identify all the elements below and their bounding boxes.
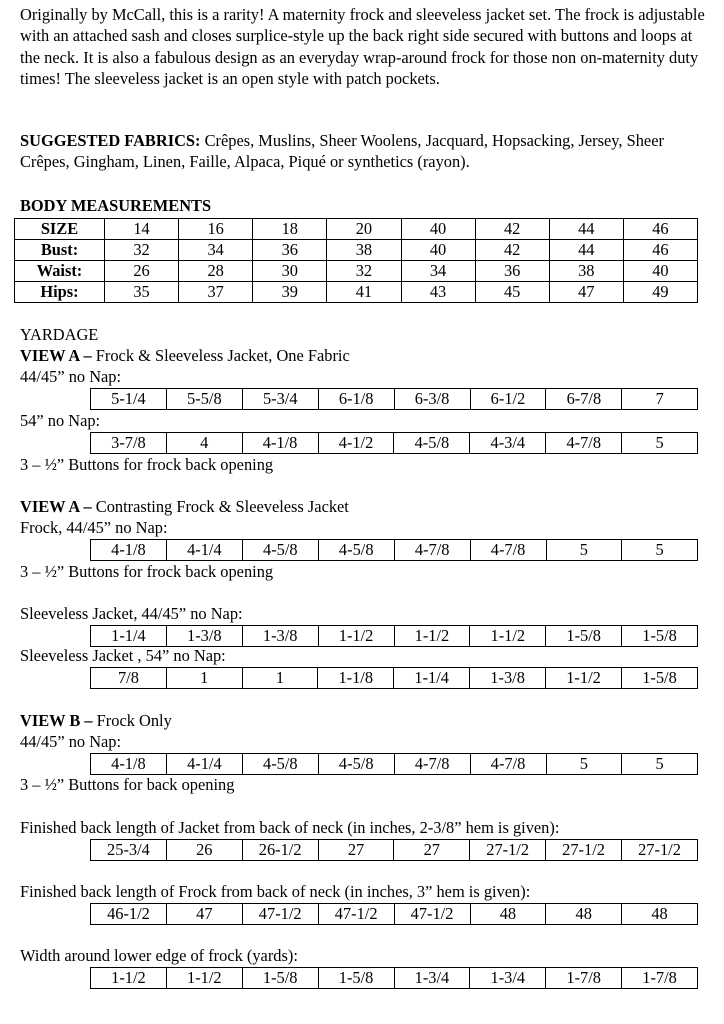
table-cell: 4 [166,433,242,454]
table-row [91,754,698,775]
table-cell: 4-1/8 [91,540,167,561]
table-cell: 7 [622,389,698,410]
table-cell: 1-5/8 [622,626,698,647]
width-table [90,967,698,989]
jacket-length-label: Finished back length of Jacket from back of neck (in inches, 2-3/8” hem is given): [20,818,560,837]
table-cell: 44 [549,240,623,261]
jacket-length-table [90,839,698,861]
table-cell: 14 [105,219,179,240]
table-row [15,219,698,240]
table-cell: 1 [166,668,242,689]
table-cell: 34 [401,261,475,282]
table-cell: 1-1/8 [318,668,394,689]
table-cell: 44 [549,219,623,240]
fabrics-label: SUGGESTED FABRICS: [20,131,201,150]
table-cell: 5 [546,754,622,775]
table-cell: 4-5/8 [318,754,394,775]
table-cell: 4-5/8 [242,540,318,561]
table-cell: 38 [327,240,401,261]
table-cell: 5-1/4 [91,389,167,410]
table-cell: 42 [475,219,549,240]
table-cell: 5 [622,433,698,454]
table-cell: 47-1/2 [242,904,318,925]
table-row [15,261,698,282]
table-cell: 34 [179,240,253,261]
view-description: Contrasting Frock & Sleeveless Jacket [91,497,349,516]
table-cell: 47 [166,904,242,925]
table-cell: 1-3/8 [470,668,546,689]
table-cell: 6-7/8 [546,389,622,410]
table-cell: 49 [623,282,697,303]
table-cell: 4-1/8 [242,433,318,454]
table-cell: 27-1/2 [470,840,546,861]
table-cell: Hips: [15,282,105,303]
table-row [91,904,698,925]
table-row [15,282,698,303]
table-cell: 37 [179,282,253,303]
table-cell: 1-5/8 [546,626,622,647]
table-cell: 5 [622,754,698,775]
table-cell: 4-7/8 [394,754,470,775]
table-cell: 39 [253,282,327,303]
table-cell: 27-1/2 [622,840,698,861]
table-cell: 46 [623,240,697,261]
table-cell: 26 [105,261,179,282]
table-cell: 1-1/4 [394,668,470,689]
table-cell: 40 [401,219,475,240]
table-cell: 20 [327,219,401,240]
table-cell: 35 [105,282,179,303]
table-cell: 6-3/8 [394,389,470,410]
view-label: VIEW B – [20,711,93,730]
view-a-heading [20,346,350,366]
buttons-note: 3 – ½” Buttons for back opening [20,775,235,794]
table-cell: 5-3/4 [242,389,318,410]
table-cell: 1-3/8 [166,626,242,647]
suggested-fabrics [20,130,710,173]
table-cell: 30 [253,261,327,282]
table-cell: 1-5/8 [242,968,318,989]
intro-paragraph: Originally by McCall, this is a rarity! A maternity frock and sleeveless jacket set. The frock is adjustable with an attached sash and closes surplice-style up the back right side secured with buttons and loops at the neck. It is also a fabulous design as an everyday wrap-around frock for those non on-maternity duty times! The sleeveless jacket is an open style with patch pockets. [20,5,705,88]
body-measurements-title: BODY MEASUREMENTS [20,196,212,215]
yardage-table [90,539,698,561]
frock-length-table [90,903,698,925]
yardage-table [90,625,698,647]
table-cell: 1-1/2 [91,968,167,989]
table-cell: 1-3/4 [394,968,470,989]
table-cell: 3-7/8 [91,433,167,454]
body-measurements-table [14,218,698,303]
table-cell: 46 [623,219,697,240]
table-cell: 1-1/4 [91,626,167,647]
table-cell: 36 [253,240,327,261]
table-cell: 4-1/4 [166,540,242,561]
table-cell: 4-5/8 [242,754,318,775]
table-cell: 1-7/8 [546,968,622,989]
table-cell: 4-5/8 [318,540,394,561]
table-cell: 26-1/2 [242,840,318,861]
table-cell: 18 [253,219,327,240]
table-cell: 27 [318,840,394,861]
table-cell: 1-1/2 [470,626,546,647]
table-cell: 4-7/8 [394,540,470,561]
fabrics-text: Crêpes, Muslins, Sheer Woolens, Jacquard, Hopsacking, Jersey, Sheer Crêpes, Gingham, Linen, Faille, Alpaca, Piqué or synthetics (rayon). [20,131,664,172]
table-cell: 1-3/8 [242,626,318,647]
yardage-table [90,388,698,410]
table-row [91,840,698,861]
view-description: Frock Only [92,711,172,730]
table-row [91,389,698,410]
table-cell: 48 [470,904,546,925]
table-cell: 16 [179,219,253,240]
table-cell: 4-1/4 [166,754,242,775]
view-a-heading [20,497,349,517]
table-cell: 32 [105,240,179,261]
table-cell: 5 [622,540,698,561]
table-row [91,968,698,989]
table-cell: 28 [179,261,253,282]
row-label: 44/45” no Nap: [20,367,122,386]
table-cell: 4-7/8 [546,433,622,454]
table-cell: 1-5/8 [621,668,697,689]
table-cell: 4-7/8 [470,540,546,561]
table-row [91,433,698,454]
table-cell: 46-1/2 [91,904,167,925]
table-cell: 26 [166,840,242,861]
table-cell: 1-1/2 [318,626,394,647]
table-cell: 4-7/8 [470,754,546,775]
table-cell: 43 [401,282,475,303]
row-label: Frock, 44/45” no Nap: [20,518,168,537]
table-cell: 1-5/8 [318,968,394,989]
view-label: VIEW A – [20,497,92,516]
buttons-note: 3 – ½” Buttons for frock back opening [20,455,274,474]
table-cell: Waist: [15,261,105,282]
table-row [15,240,698,261]
table-cell: 1-1/2 [394,626,470,647]
row-label: 54” no Nap: [20,411,101,430]
table-cell: 48 [622,904,698,925]
table-cell: 4-1/8 [91,754,167,775]
table-row [91,626,698,647]
table-cell: 6-1/8 [318,389,394,410]
table-cell: 1-1/2 [546,668,622,689]
buttons-note: 3 – ½” Buttons for frock back opening [20,562,274,581]
yardage-table [90,432,698,454]
table-cell: 4-5/8 [394,433,470,454]
table-cell: 36 [475,261,549,282]
row-label: Sleeveless Jacket, 44/45” no Nap: [20,604,243,623]
table-cell: 40 [623,261,697,282]
table-cell: 5 [546,540,622,561]
table-cell: SIZE [15,219,105,240]
table-cell: 45 [475,282,549,303]
table-cell: 1-7/8 [622,968,698,989]
table-cell: 47-1/2 [318,904,394,925]
table-cell: 27 [394,840,470,861]
table-cell: 1 [242,668,318,689]
table-cell: 41 [327,282,401,303]
yardage-table [90,667,698,689]
frock-length-label: Finished back length of Frock from back of neck (in inches, 3” hem is given): [20,882,531,901]
yardage-title: YARDAGE [20,325,99,344]
table-cell: 38 [549,261,623,282]
table-cell: 40 [401,240,475,261]
yardage-table [90,753,698,775]
table-row [91,540,698,561]
table-cell: 5-5/8 [166,389,242,410]
table-cell: 1-3/4 [470,968,546,989]
table-cell: 7/8 [91,668,167,689]
table-cell: Bust: [15,240,105,261]
table-cell: 47-1/2 [394,904,470,925]
table-cell: 47 [549,282,623,303]
table-cell: 27-1/2 [546,840,622,861]
row-label: 44/45” no Nap: [20,732,122,751]
width-label: Width around lower edge of frock (yards): [20,946,298,965]
table-cell: 1-1/2 [166,968,242,989]
table-cell: 4-3/4 [470,433,546,454]
row-label: Sleeveless Jacket , 54” no Nap: [20,646,226,665]
table-cell: 25-3/4 [91,840,167,861]
table-cell: 6-1/2 [470,389,546,410]
view-description: Frock & Sleeveless Jacket, One Fabric [91,346,350,365]
table-cell: 48 [546,904,622,925]
table-row [91,668,698,689]
table-cell: 4-1/2 [318,433,394,454]
table-cell: 32 [327,261,401,282]
view-label: VIEW A – [20,346,92,365]
table-cell: 42 [475,240,549,261]
view-b-heading [20,711,172,731]
